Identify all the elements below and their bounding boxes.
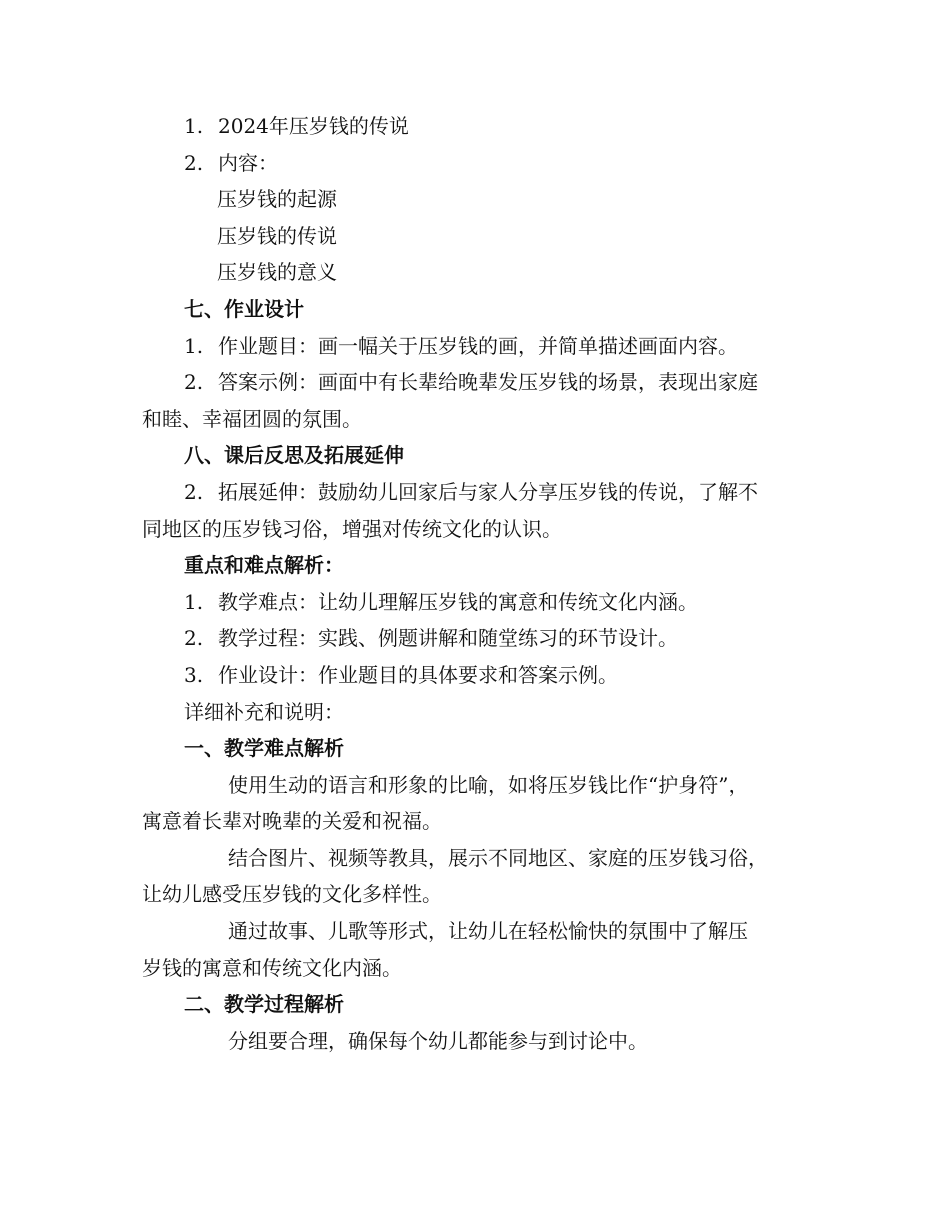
list-item	[142, 364, 807, 401]
paragraph: 结合图片、视频等教具，展示不同地区、家庭的压岁钱习俗，	[228, 845, 768, 870]
sub-item: 压岁钱的传说	[217, 223, 337, 248]
paragraph-continuation: 岁钱的寓意和传统文化内涵。	[142, 955, 402, 980]
list-number: 2.	[184, 370, 204, 395]
paragraph: 使用生动的语言和形象的比喻，如将压岁钱比作“护身符”，	[228, 772, 749, 797]
list-text: 教学过程：实践、例题讲解和随堂练习的环节设计。	[218, 626, 678, 651]
list-text: 教学难点：让幼儿理解压岁钱的寓意和传统文化内涵。	[218, 589, 698, 614]
paragraph: 分组要合理，确保每个幼儿都能参与到讨论中。	[228, 1028, 648, 1053]
list-item	[142, 474, 807, 511]
list-text: 内容：	[218, 150, 278, 175]
paragraph-continuation: 和睦、幸福团圆的氛围。	[142, 406, 362, 431]
list-text: 答案示例：画面中有长辈给晚辈发压岁钱的场景，表现出家庭	[218, 370, 758, 395]
list-text: 作业设计：作业题目的具体要求和答案示例。	[218, 662, 618, 687]
section-heading: 一、教学难点解析	[184, 736, 344, 761]
section-heading: 八、课后反思及拓展延伸	[184, 443, 404, 468]
section-heading: 二、教学过程解析	[184, 992, 344, 1017]
sub-item: 压岁钱的意义	[217, 260, 337, 285]
list-number: 1.	[184, 589, 204, 614]
list-text: 作业题目：画一幅关于压岁钱的画，并简单描述画面内容。	[218, 333, 738, 358]
list-number: 2.	[184, 150, 204, 175]
list-item	[142, 328, 807, 365]
list-number: 1.	[184, 114, 204, 138]
list-number: 2.	[184, 479, 204, 504]
list-item	[142, 584, 807, 621]
paragraph: 通过故事、儿歌等形式，让幼儿在轻松愉快的氛围中了解压	[228, 919, 748, 944]
list-number: 3.	[184, 662, 204, 687]
sub-item: 压岁钱的起源	[217, 187, 337, 212]
list-item	[142, 620, 807, 657]
paragraph-continuation: 让幼儿感受压岁钱的文化多样性。	[142, 882, 442, 907]
list-text: 2024年压岁钱的传说	[218, 114, 409, 138]
section-heading: 重点和难点解析：	[184, 553, 344, 578]
section-heading: 七、作业设计	[184, 296, 304, 321]
paragraph-continuation: 寓意着长辈对晚辈的关爱和祝福。	[142, 809, 442, 834]
paragraph: 详细补充和说明：	[184, 699, 344, 724]
document-page	[142, 108, 807, 1059]
list-item	[142, 108, 807, 145]
paragraph-continuation: 同地区的压岁钱习俗，增强对传统文化的认识。	[142, 516, 562, 541]
list-item	[142, 145, 807, 182]
list-item	[142, 657, 807, 694]
list-text: 拓展延伸：鼓励幼儿回家后与家人分享压岁钱的传说，了解不	[218, 479, 758, 504]
list-number: 1.	[184, 333, 204, 358]
list-number: 2.	[184, 626, 204, 651]
